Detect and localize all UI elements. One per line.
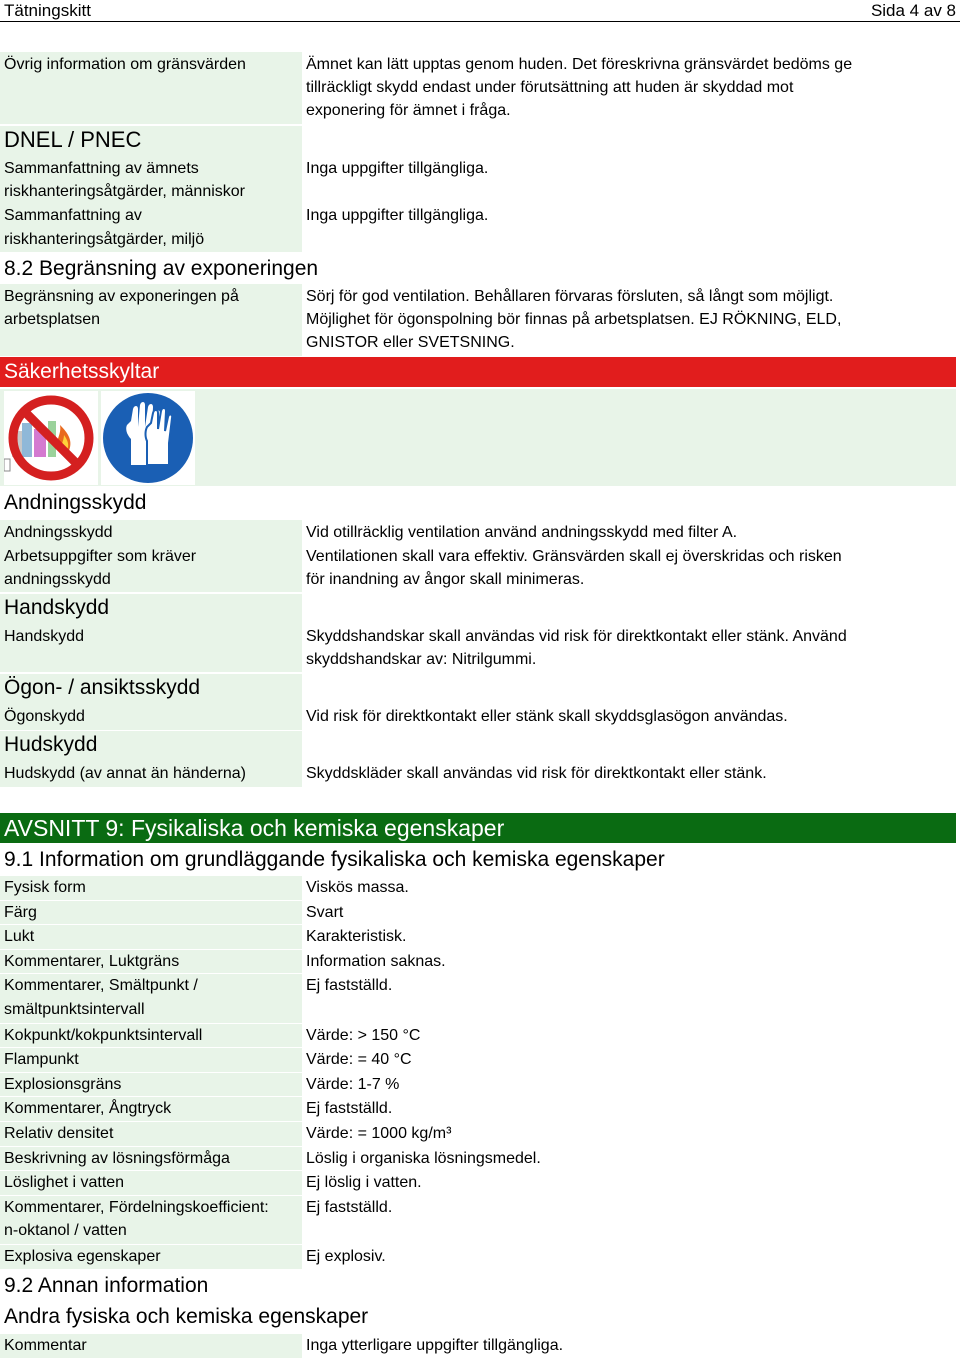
- property-value: Ej fastställd.: [306, 1198, 393, 1216]
- property-value: Värde: > 150 °C: [306, 1026, 421, 1044]
- property-value: Ej fastställd.: [306, 977, 393, 995]
- property-value: Ej löslig i vatten.: [306, 1174, 422, 1192]
- ovrig-value-line-2: tillräckligt skydd endast under förutsättning att huden är skyddad mot: [306, 79, 794, 96]
- property-label: Löslighet i vatten: [4, 1174, 125, 1192]
- ovrig-value-line-3: exponering för ämnet i fråga.: [306, 102, 511, 119]
- andning-r2-value-2: för inandning av ångor skall minimeras.: [306, 571, 585, 588]
- property-value: Ej explosiv.: [306, 1248, 386, 1265]
- property-label: Explosionsgräns: [4, 1075, 122, 1093]
- dnel-r1-label-1: Sammanfattning av ämnets: [4, 160, 199, 177]
- document-title: Tätningskitt: [4, 1, 91, 20]
- gloves-required-icon: [101, 391, 195, 485]
- no-fire-sign-icon: [4, 391, 98, 485]
- property-label: Lukt: [4, 928, 35, 946]
- andning-heading: Andningsskydd: [4, 491, 147, 514]
- page-header: [0, 0, 960, 22]
- dnel-r1-value: Inga uppgifter tillgängliga.: [306, 160, 489, 177]
- dnel-heading: DNEL / PNEC: [4, 127, 142, 152]
- andra-heading: Andra fysiska och kemiska egenskaper: [4, 1305, 369, 1328]
- section-9-1-heading: 9.1 Information om grundläggande fysikaliska och kemiska egenskaper: [4, 848, 665, 871]
- ovrig-label: Övrig information om gränsvärden: [4, 56, 246, 73]
- hand-value-2: skyddshandskar av: Nitrilgummi.: [306, 651, 537, 668]
- safety-signs-row: [0, 389, 956, 486]
- property-label: Fysisk form: [4, 879, 86, 896]
- property-value: Värde: = 1000 kg/m³: [306, 1125, 452, 1142]
- hud-value: Skyddskläder skall användas vid risk för direktkontakt eller stänk.: [306, 765, 767, 782]
- hud-label: Hudskydd (av annat än händerna): [4, 765, 246, 782]
- hand-label: Handskydd: [4, 628, 85, 645]
- property-value: Svart: [306, 903, 344, 921]
- andning-r2-label-2: andningsskydd: [4, 571, 111, 588]
- property-value: Löslig i organiska lösningsmedel.: [306, 1149, 541, 1167]
- andning-r2-value-1: Ventilationen skall vara effektiv. Gränsvärden skall ej överskridas och risken: [306, 548, 842, 565]
- property-label: Färg: [4, 903, 37, 921]
- dnel-r2-label-1: Sammanfattning av: [4, 207, 142, 224]
- hud-heading: Hudskydd: [4, 733, 98, 756]
- property-value: Värde: = 40 °C: [306, 1051, 412, 1069]
- dnel-r2-value: Inga uppgifter tillgängliga.: [306, 207, 489, 224]
- property-label: Flampunkt: [4, 1051, 79, 1069]
- section-9-bar: [0, 813, 956, 843]
- ogon-heading: Ögon- / ansiktsskydd: [4, 676, 201, 699]
- property-value: Information saknas.: [306, 952, 446, 970]
- property-label: Explosiva egenskaper: [4, 1248, 161, 1265]
- property-label-line-2: n-oktanol / vatten: [4, 1222, 127, 1240]
- dnel-r2-label-2: riskhanteringsåtgärder, miljö: [4, 231, 205, 248]
- kommentar-value: Inga ytterligare uppgifter tillgängliga.: [306, 1337, 564, 1354]
- safety-signs-heading: Säkerhetsskyltar: [4, 360, 160, 383]
- property-value: Viskös massa.: [306, 879, 409, 896]
- page-number: Sida 4 av 8: [870, 1, 956, 20]
- property-label: Beskrivning av lösningsförmåga: [4, 1149, 230, 1167]
- s82-value-3: GNISTOR eller SVETSNING.: [306, 334, 515, 351]
- property-label: Kommentarer, Smältpunkt /: [4, 977, 198, 995]
- section-9-title: AVSNITT 9: Fysikaliska och kemiska egenskaper: [4, 815, 505, 841]
- property-label: Kommentarer, Luktgräns: [4, 952, 180, 970]
- dnel-r1-label-2: riskhanteringsåtgärder, människor: [4, 183, 246, 200]
- s82-value-2: Möjlighet för ögonspolning bör finnas på arbetsplatsen. EJ RÖKNING, ELD,: [306, 311, 842, 328]
- s82-label-1: Begränsning av exponeringen på: [4, 288, 239, 305]
- property-label: Kommentarer, Ångtryck: [4, 1100, 172, 1118]
- property-value: Karakteristisk.: [306, 928, 407, 946]
- andning-r1-label: Andningsskydd: [4, 524, 113, 541]
- property-label: Relativ densitet: [4, 1125, 114, 1142]
- ovrig-value-line-1: Ämnet kan lätt upptas genom huden. Det föreskrivna gränsvärdet bedöms ge: [306, 56, 853, 73]
- andning-r1-value: Vid otillräcklig ventilation använd andningsskydd med filter A.: [306, 524, 738, 541]
- property-value: Värde: 1-7 %: [306, 1075, 400, 1093]
- s82-label-2: arbetsplatsen: [4, 311, 101, 328]
- s82-value-1: Sörj för god ventilation. Behållaren förvaras försluten, så långt som möjligt.: [306, 288, 834, 305]
- ogon-value: Vid risk för direktkontakt eller stänk skall skyddsglasögon användas.: [306, 708, 788, 725]
- property-label: Kokpunkt/kokpunktsintervall: [4, 1026, 203, 1044]
- hand-value-1: Skyddshandskar skall användas vid risk för direktkontakt eller stänk. Använd: [306, 628, 847, 645]
- section-9-2-heading: 9.2 Annan information: [4, 1274, 209, 1297]
- andning-r2-label-1: Arbetsuppgifter som kräver: [4, 548, 197, 565]
- property-value: Ej fastställd.: [306, 1100, 393, 1118]
- kommentar-label: Kommentar: [4, 1337, 87, 1354]
- property-label: Kommentarer, Fördelningskoefficient:: [4, 1198, 269, 1216]
- section-8-2-heading: 8.2 Begränsning av exponeringen: [4, 257, 319, 280]
- ogon-label: Ögonskydd: [4, 708, 85, 725]
- property-label-line-2: smältpunktsintervall: [4, 1001, 145, 1018]
- hand-heading: Handskydd: [4, 596, 110, 619]
- safety-signs-bar: [0, 357, 956, 387]
